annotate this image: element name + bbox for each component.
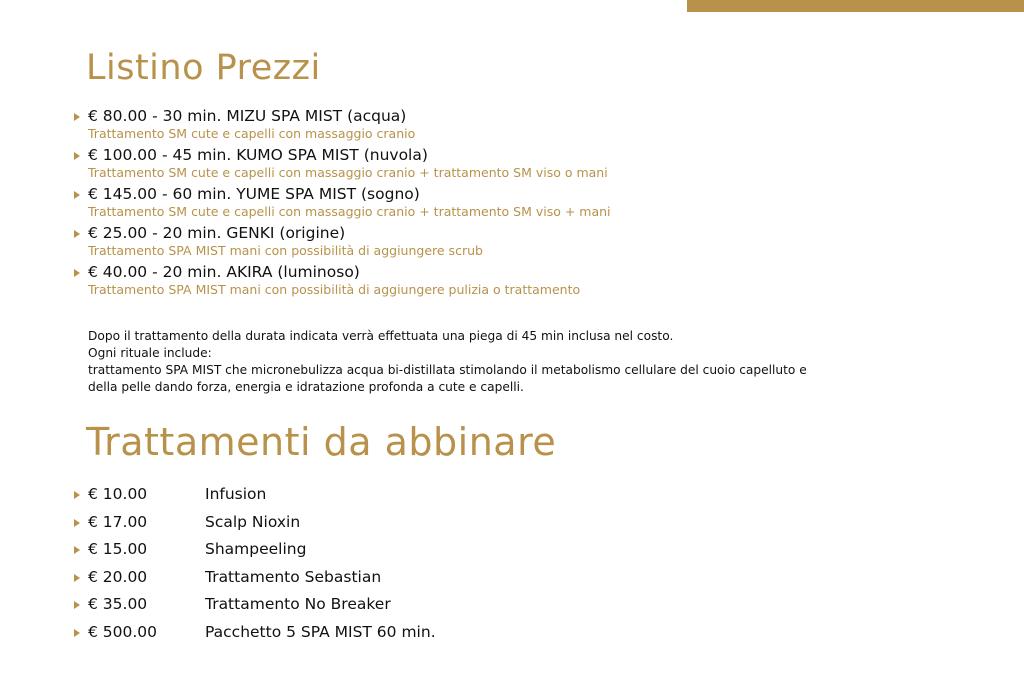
- treatment-item: [74, 568, 674, 596]
- bullet-arrow-icon: [74, 230, 80, 238]
- treatment-name: Shampeeling: [205, 540, 307, 559]
- price-description: Trattamento SM cute e capelli con massaggio cranio + trattamento SM viso + mani: [88, 204, 611, 219]
- treatment-price: € 20.00: [88, 567, 148, 586]
- price-item: [74, 224, 974, 258]
- bullet-arrow-icon: [74, 574, 80, 582]
- note-line: trattamento SPA MIST che micronebulizza acqua bi-distillata stimolando il metabolismo cellulare del cuoio capelluto e: [88, 363, 807, 377]
- treatment-price: € 10.00: [88, 485, 148, 503]
- note-line: della pelle dando forza, energia e idratazione profonda a cute e capelli.: [88, 380, 524, 394]
- treatment-item: [74, 595, 674, 623]
- price-description: Trattamento SPA MIST mani con possibilità di aggiungere pulizia o trattamento: [88, 282, 581, 297]
- page-title: Listino Prezzi: [86, 48, 321, 88]
- price-description: Trattamento SM cute e capelli con massaggio cranio + trattamento SM viso o mani: [88, 165, 608, 180]
- bullet-arrow-icon: [74, 269, 80, 277]
- bullet-arrow-icon: [74, 113, 80, 121]
- bullet-arrow-icon: [74, 629, 80, 637]
- price-list: [74, 107, 974, 302]
- price-item: [74, 146, 974, 180]
- price-item: [74, 107, 974, 141]
- treatments-list: [74, 485, 674, 651]
- bullet-arrow-icon: [74, 191, 80, 199]
- note-line: Ogni rituale include:: [88, 346, 212, 360]
- treatment-item: [74, 623, 674, 651]
- treatment-name: Trattamento No Breaker: [205, 595, 391, 614]
- treatment-item: [74, 540, 674, 568]
- price-item: [74, 185, 974, 219]
- treatment-name: Trattamento Sebastian: [205, 567, 382, 586]
- price-line: € 100.00 - 45 min. KUMO SPA MIST (nuvola): [88, 146, 428, 164]
- price-line: € 145.00 - 60 min. YUME SPA MIST (sogno): [88, 185, 420, 203]
- treatment-price: € 35.00: [88, 595, 148, 614]
- treatment-name: Scalp Nioxin: [205, 512, 301, 531]
- treatment-name: Pacchetto 5 SPA MIST 60 min.: [205, 622, 436, 641]
- bullet-arrow-icon: [74, 519, 80, 527]
- treatment-item: [74, 485, 674, 513]
- treatment-name: Infusion: [205, 485, 267, 503]
- bullet-arrow-icon: [74, 491, 80, 499]
- section-title: Trattamenti da abbinare: [86, 420, 557, 464]
- price-line: € 80.00 - 30 min. MIZU SPA MIST (acqua): [88, 107, 407, 125]
- treatment-price: € 15.00: [88, 540, 148, 559]
- treatment-price: € 17.00: [88, 512, 148, 531]
- treatment-item: [74, 513, 674, 541]
- price-item: [74, 263, 974, 297]
- price-line: € 40.00 - 20 min. AKIRA (luminoso): [88, 263, 360, 281]
- top-accent-bar: [687, 0, 1024, 12]
- bullet-arrow-icon: [74, 601, 80, 609]
- note-line: Dopo il trattamento della durata indicata verrà effettuata una piega di 45 min inclusa nel costo.: [88, 329, 674, 343]
- notes-block: [88, 328, 968, 396]
- treatment-price: € 500.00: [88, 622, 158, 641]
- price-description: Trattamento SPA MIST mani con possibilità di aggiungere scrub: [88, 243, 483, 258]
- bullet-arrow-icon: [74, 152, 80, 160]
- bullet-arrow-icon: [74, 546, 80, 554]
- price-line: € 25.00 - 20 min. GENKI (origine): [88, 224, 346, 242]
- price-description: Trattamento SM cute e capelli con massaggio cranio: [88, 126, 416, 141]
